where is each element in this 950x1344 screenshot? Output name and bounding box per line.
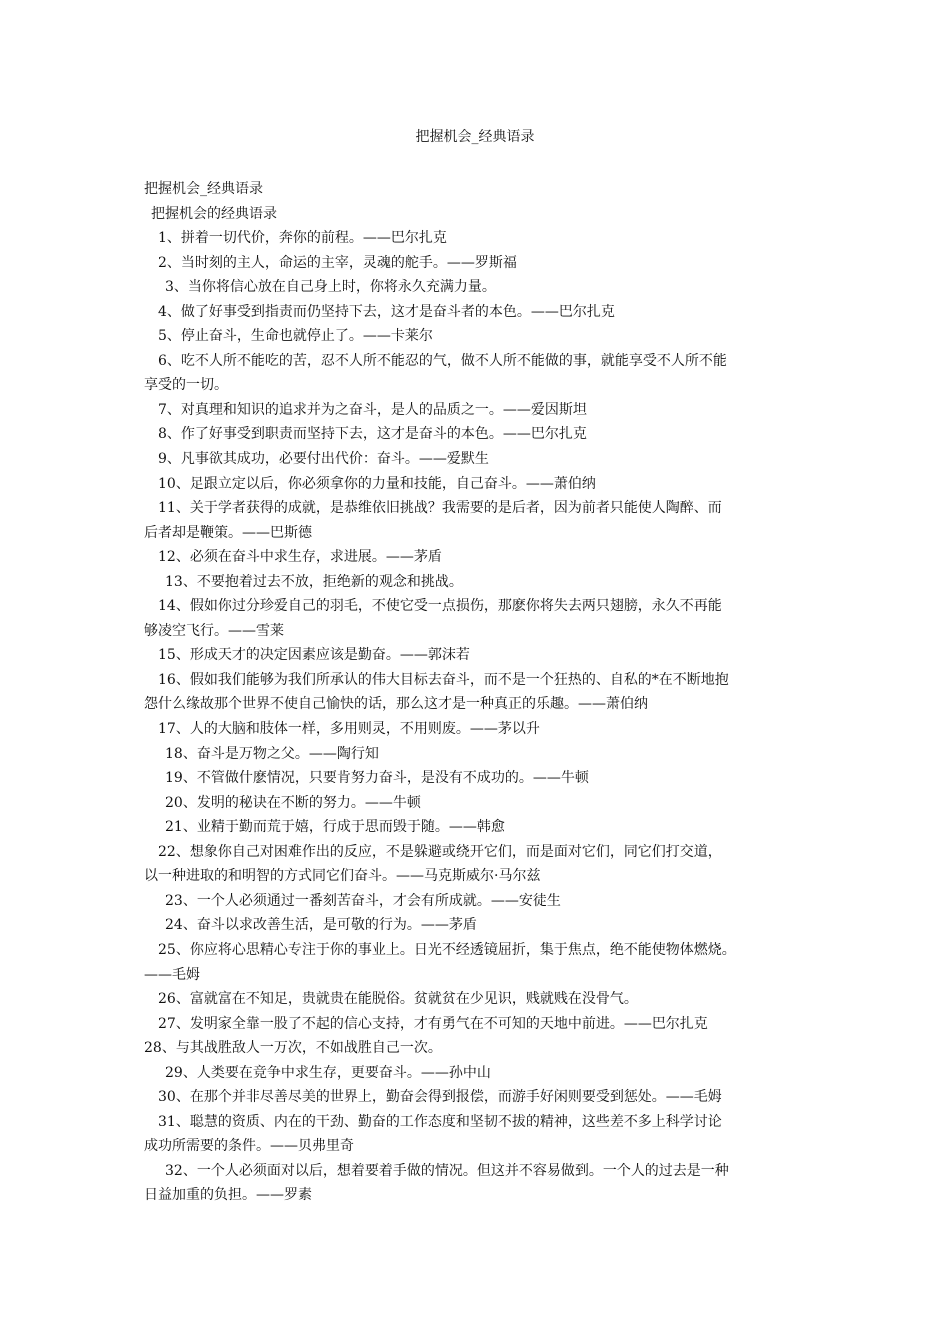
quote-continuation-line: 怨什么缘故那个世界不使自己愉快的话，那么这才是一种真正的乐趣。——萧伯纳 (144, 696, 648, 713)
quote-line: 18、奋斗是万物之父。——陶行知 (165, 745, 379, 762)
quote-continuation-line: 够凌空飞行。——雪莱 (144, 622, 284, 639)
subheading-line: 把握机会的经典语录 (151, 205, 277, 222)
quote-line: 30、在那个并非尽善尽美的世界上，勤奋会得到报偿，而游手好闲则要受到惩处。——毛姆 (158, 1089, 722, 1106)
quote-line: 27、发明家全靠一股了不起的信心支持，才有勇气在不可知的天地中前进。——巴尔扎克 (158, 1015, 708, 1032)
quote-line: 25、你应将心思精心专注于你的事业上。日光不经透镜屈折，集于焦点，绝不能使物体燃烧。 (158, 941, 736, 958)
quote-line: 6、吃不人所不能吃的苦，忍不人所不能忍的气，做不人所不能做的事，就能享受不人所不能 (158, 352, 727, 369)
quote-continuation-line: ——毛姆 (144, 966, 200, 983)
quote-line: 20、发明的秘诀在不断的努力。——牛顿 (165, 794, 421, 811)
quote-line: 4、做了好事受到指责而仍坚持下去，这才是奋斗者的本色。——巴尔扎克 (158, 303, 615, 320)
quote-line: 14、假如你过分珍爱自己的羽毛，不使它受一点损伤，那麽你将失去两只翅膀，永久不再能 (158, 598, 722, 615)
quote-line: 24、奋斗以求改善生活，是可敬的行为。——茅盾 (165, 917, 477, 934)
quote-line: 17、人的大脑和肢体一样，多用则灵，不用则废。——茅以升 (158, 721, 540, 738)
quote-continuation-line: 成功所需要的条件。——贝弗里奇 (144, 1138, 354, 1155)
quote-continuation-line: 后者却是鞭策。——巴斯德 (144, 524, 312, 541)
quote-line: 31、聪慧的资质、内在的干劲、勤奋的工作态度和坚韧不拔的精神，这些差不多上科学讨论 (158, 1113, 722, 1130)
quote-line: 21、业精于勤而荒于嬉，行成于思而毁于随。——韩愈 (165, 819, 505, 836)
quote-line: 5、停止奋斗，生命也就停止了。——卡莱尔 (158, 328, 433, 345)
quote-line: 28、与其战胜敌人一万次，不如战胜自己一次。 (144, 1040, 442, 1057)
quote-line: 19、不管做什麽情况，只要肯努力奋斗，是没有不成功的。——牛顿 (165, 770, 589, 787)
quote-line: 7、对真理和知识的追求并为之奋斗，是人的品质之一。——爱因斯坦 (158, 401, 587, 418)
quote-continuation-line: 享受的一切。 (144, 377, 228, 394)
quote-line: 1、拼着一切代价，奔你的前程。——巴尔扎克 (158, 230, 447, 247)
quote-line: 8、作了好事受到职责而坚持下去，这才是奋斗的本色。——巴尔扎克 (158, 426, 587, 443)
quote-line: 3、当你将信心放在自己身上时，你将永久充满力量。 (165, 279, 496, 296)
document-body (144, 177, 810, 1208)
quote-line: 22、想象你自己对困难作出的反应，不是躲避或绕开它们，而是面对它们，同它们打交道， (158, 843, 722, 860)
quote-line: 9、凡事欲其成功，必要付出代价：奋斗。——爱默生 (158, 451, 489, 468)
heading-line: 把握机会_经典语录 (144, 181, 263, 197)
quote-line: 16、假如我们能够为我们所承认的伟大目标去奋斗，而不是一个狂热的、自私的*在不断地抱 (158, 671, 729, 688)
quote-continuation-line: 以一种进取的和明智的方式同它们奋斗。——马克斯威尔·马尔兹 (144, 868, 541, 885)
quote-line: 11、关于学者获得的成就，是恭维依旧挑战？我需要的是后者，因为前者只能使人陶醉、而 (158, 500, 722, 517)
document-title: 把握机会_经典语录 (415, 129, 535, 145)
quote-line: 15、形成天才的决定因素应该是勤奋。——郭沫若 (158, 647, 470, 664)
quote-line: 10、足跟立定以后，你必须拿你的力量和技能，自己奋斗。——萧伯纳 (158, 475, 596, 492)
quote-line: 26、富就富在不知足，贵就贵在能脱俗。贫就贫在少见识，贱就贱在没骨气。 (158, 991, 638, 1008)
quote-line: 2、当时刻的主人，命运的主宰，灵魂的舵手。——罗斯福 (158, 254, 517, 271)
quote-line: 23、一个人必须通过一番刻苦奋斗，才会有所成就。——安徒生 (165, 892, 561, 909)
quote-continuation-line: 日益加重的负担。——罗素 (144, 1187, 312, 1204)
quote-line: 29、人类要在竞争中求生存，更要奋斗。——孙中山 (165, 1064, 491, 1081)
quote-line: 12、必须在奋斗中求生存，求进展。——茅盾 (158, 549, 442, 566)
quote-line: 13、不要抱着过去不放，拒绝新的观念和挑战。 (165, 573, 463, 590)
quote-line: 32、一个人必须面对以后，想着要着手做的情况。但这并不容易做到。一个人的过去是一种 (165, 1162, 729, 1179)
